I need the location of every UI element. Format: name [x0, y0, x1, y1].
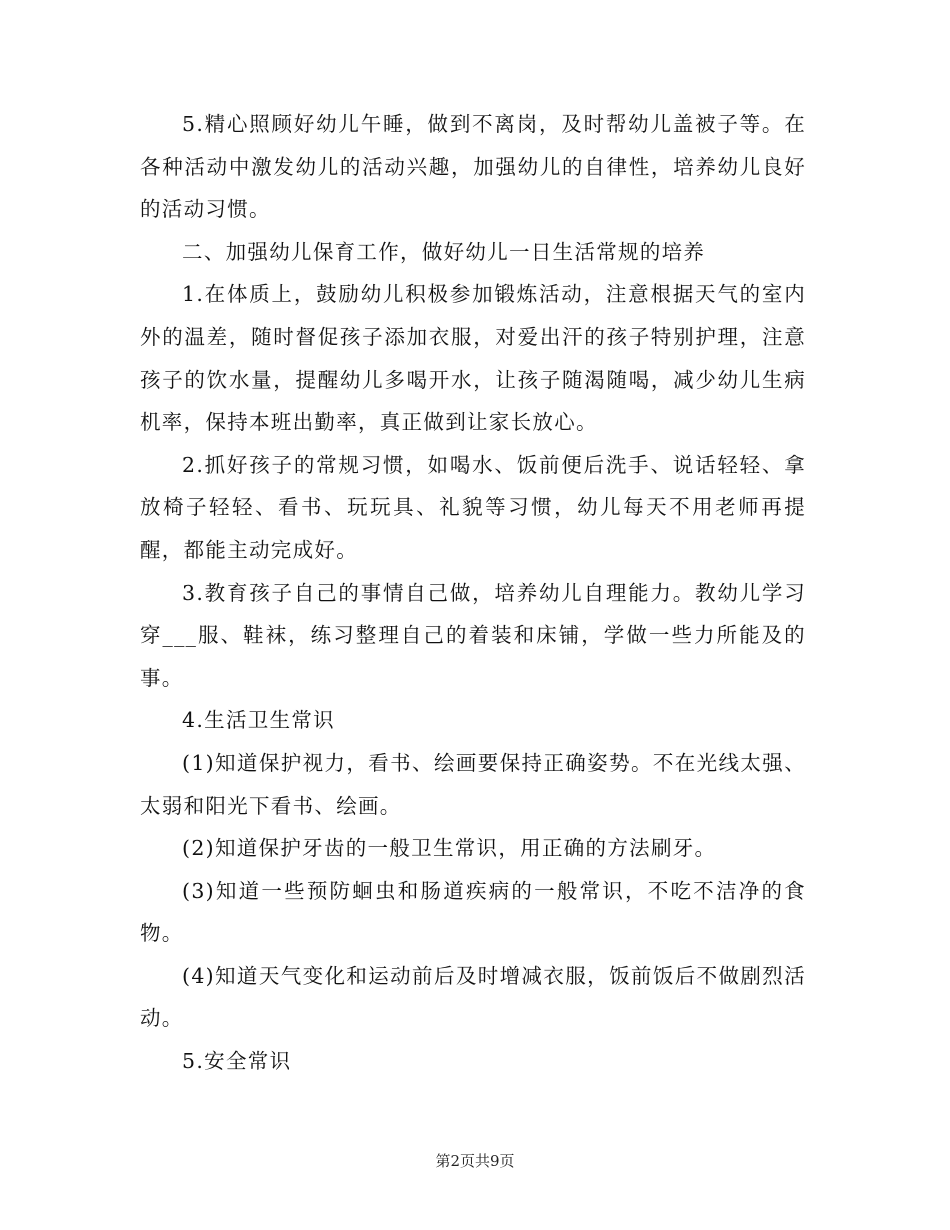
paragraph-routine-habits: 2.抓好孩子的常规习惯，如喝水、饭前便后洗手、说话轻轻、拿放椅子轻轻、看书、玩玩具、礼貌等习惯，幼儿每天不用老师再提醒，都能主动完成好。	[140, 452, 806, 562]
subheading-safety: 5.安全常识	[182, 1049, 292, 1074]
paragraph-nap-care: 5.精心照顾好幼儿午睡，做到不离岗，及时帮幼儿盖被子等。在各种活动中激发幼儿的活动兴趣，加强幼儿的自律性，培养幼儿良好的活动习惯。	[140, 112, 806, 222]
subheading-hygiene: 4.生活卫生常识	[182, 708, 335, 733]
page-number: 第2页共9页	[435, 1152, 515, 1170]
hygiene-item-teeth: (2)知道保护牙齿的一般卫生常识，用正确的方法刷牙。	[182, 836, 717, 861]
hygiene-item-disease: (3)知道一些预防蛔虫和肠道疾病的一般常识，不吃不洁净的食物。	[140, 878, 806, 946]
hygiene-item-clothing: (4)知道天气变化和运动前后及时增减衣服，饭前饭后不做剧烈活动。	[140, 963, 806, 1031]
paragraph-physical-health: 1.在体质上，鼓励幼儿积极参加锻炼活动，注意根据天气的室内外的温差，随时督促孩子添加衣服，对爱出汗的孩子特别护理，注意孩子的饮水量，提醒幼儿多喝开水，让孩子随渴随喝，减少幼儿生病机率，保持本班出勤率，真正做到让家长放心。	[140, 282, 806, 435]
hygiene-item-eyesight: (1)知道保护视力，看书、绘画要保持正确姿势。不在光线太强、太弱和阳光下看书、绘画。	[140, 750, 806, 818]
paragraph-self-care: 3.教育孩子自己的事情自己做，培养幼儿自理能力。教幼儿学习穿___服、鞋袜，练习整理自己的着装和床铺，学做一些力所能及的事。	[140, 580, 806, 690]
section-heading-childcare: 二、加强幼儿保育工作，做好幼儿一日生活常规的培养	[182, 239, 706, 264]
document-body	[140, 103, 806, 1083]
